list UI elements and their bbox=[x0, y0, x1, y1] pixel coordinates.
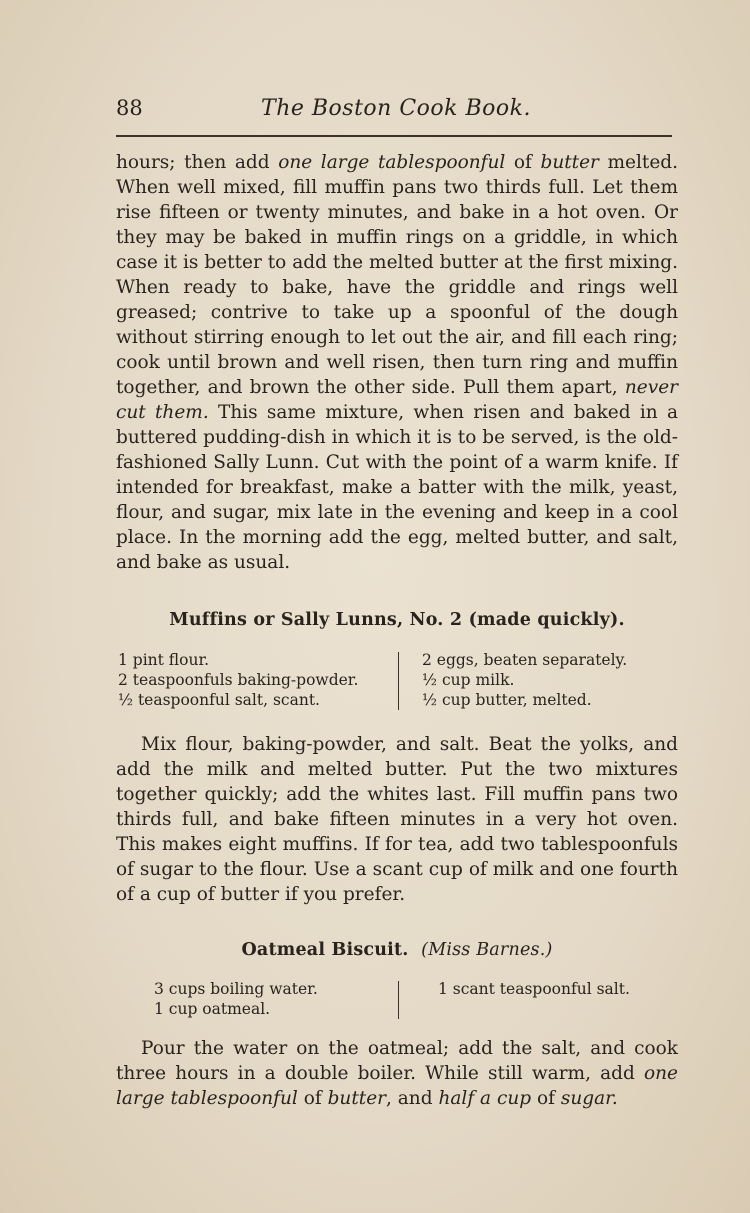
continuation-paragraph: hours; then add one large tablespoonful of butter melted. When well mixed, fill muffin pans two thirds full. Let them rise fifteen or twenty minutes, and bake in a hot oven. Or they may be baked in muffin rings on a griddle, in which case it is better to add the melted butter at the first mixing. When ready to bake, have the griddle and rings well greased; contrive to take up a spoonful of the dough without stirring enough to let out the air, and fill each ring; cook until brown and well risen, then turn ring and muffin together, and brown the other side. Pull them apart, never cut them. This same mixture, when risen and baked in a buttered pudding-dish in which it is to be served, is the old-fashioned Sally Lunn. Cut with the point of a warm knife. If intended for breakfast, make a batter with the milk, yeast, flour, and sugar, mix late in the evening and keep in a cool place. In the morning add the egg, melted butter, and salt, and bake as usual. bbox=[116, 152, 678, 573]
recipe-title: Muffins or Sally Lunns, No. 2 (made quickly). bbox=[169, 610, 625, 630]
ingredient-list bbox=[116, 650, 676, 714]
ingredient-column-right bbox=[438, 979, 630, 999]
ingredient-item: 1 cup oatmeal. bbox=[154, 1000, 271, 1018]
column-divider bbox=[398, 652, 399, 710]
recipe-directions: Pour the water on the oatmeal; add the salt, and cook three hours in a double boiler. While still warm, add one large tablespoonful of butter, and half a cup of sugar. bbox=[116, 1038, 678, 1109]
ingredient-item: 3 cups boiling water. bbox=[154, 980, 318, 998]
ingredient-item: 2 teaspoonfuls baking-powder. bbox=[118, 671, 359, 689]
header-rule bbox=[116, 135, 672, 137]
column-divider bbox=[398, 981, 399, 1019]
recipe-title-text: Oatmeal Biscuit. bbox=[241, 940, 409, 960]
running-title: The Boston Cook Book. bbox=[261, 96, 531, 121]
ingredient-item: ½ cup milk. bbox=[422, 671, 515, 689]
ingredient-item: 1 pint flour. bbox=[118, 651, 210, 669]
ingredient-column-right bbox=[422, 650, 627, 710]
recipe-title bbox=[116, 940, 678, 960]
page-header bbox=[116, 96, 676, 128]
ingredient-list bbox=[116, 979, 676, 1023]
recipe-credit: (Miss Barnes.) bbox=[421, 940, 553, 960]
ingredient-item: ½ cup butter, melted. bbox=[422, 691, 592, 709]
ingredient-item: 1 scant teaspoonful salt. bbox=[438, 980, 630, 998]
ingredient-item: 2 eggs, beaten separately. bbox=[422, 651, 628, 669]
recipe-directions: Mix flour, baking-powder, and salt. Beat the yolks, and add the milk and melted butter. Put the two mixtures together quickly; add the whites last. Fill muffin pans two thirds full, and bake fifteen minutes in a very hot oven. This makes eight muffins. If for tea, add two tablespoonfuls of sugar to the flour. Use a scant cup of milk and one fourth of a cup of butter if you prefer. bbox=[116, 734, 678, 905]
page-number: 88 bbox=[116, 96, 143, 120]
ingredient-column-left bbox=[154, 979, 318, 1019]
ingredient-item: ½ teaspoonful salt, scant. bbox=[118, 691, 320, 709]
ingredient-column-left bbox=[118, 650, 358, 710]
